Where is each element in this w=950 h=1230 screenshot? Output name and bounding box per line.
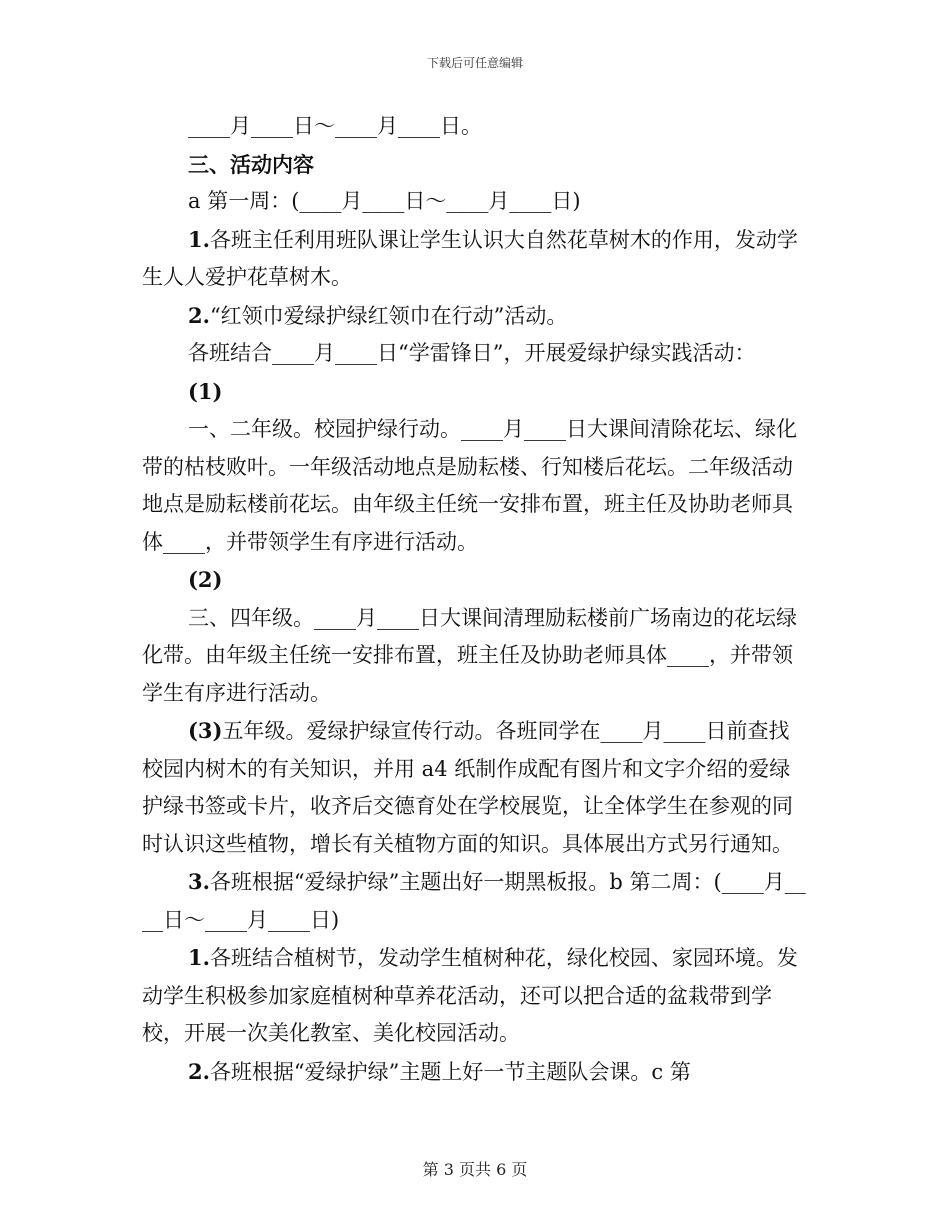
- paragraph-text: “红领巾爱绿护绿红领巾在行动”活动。: [209, 303, 568, 328]
- item-number: 3.: [188, 869, 210, 894]
- paragraph-text: 各班结合植树节，发动学生植树种花，绿化校园、家园环境。发动学生积极参加家庭植树种草养花活动，还可以把合适的盆栽带到学校，开展一次美化教室、美化校园活动。: [142, 946, 798, 1045]
- page-header: 下载后可任意编辑: [426, 56, 523, 70]
- paragraph-week-two-item-1: [142, 939, 810, 1053]
- subitem-3: [142, 712, 810, 863]
- paragraph-combine: 各班结合____月____日“学雷锋日”，开展爱绿护绿实践活动：: [188, 341, 756, 365]
- paragraph-grade-1-2: 一、二年级。校园护绿行动。____月____日大课间清除花坛、绿化带的枯枝败叶。一年级活动地点是励耘楼、行知楼后花坛。二年级活动地点是励耘楼前花坛。由年级主任统一安排布置，班主任及协助老师具体____，并带领学生有序进行活动。: [142, 417, 797, 554]
- item-number: 2.: [188, 302, 210, 328]
- item-number: 2.: [188, 1058, 210, 1084]
- paragraph-item-2: [142, 297, 810, 336]
- paragraph-text: 五年级。爱绿护绿宣传行动。各班同学在____月____日前查找校园内树木的有关知识，并用 a4 纸制作成配有图片和文字介绍的爱绿护绿书签或卡片，收齐后交德育处在学校展览，让全体学生在参观的同时认识这些植物，增长有关植物方面的知识。具体展出方式另行通知。: [142, 719, 793, 856]
- section-heading: 三、活动内容: [188, 151, 314, 177]
- paragraph-item-1: [142, 221, 810, 297]
- item-number: 1.: [188, 226, 210, 252]
- paragraph-text: 各班根据“爱绿护绿”主题出好一期黑板报。b 第二周：(____月____日～____月____日): [142, 870, 806, 932]
- subitem-1: [142, 373, 810, 412]
- paragraph-item-3: [142, 863, 810, 939]
- item-number: (1): [188, 378, 223, 404]
- item-number: 1.: [188, 945, 210, 970]
- paragraph-text: 各班根据“爱绿护绿”主题上好一节主题队会课。c 第: [209, 1059, 691, 1084]
- page-footer: 第 3 页共 6 页: [422, 1160, 528, 1179]
- paragraph-grade-3-4: 三、四年级。____月____日大课间清理励耘楼前广场南边的花坛绿化带。由年级主任统一安排布置，班主任及协助老师具体____，并带领学生有序进行活动。: [142, 605, 797, 705]
- week-one-heading: a 第一周：(____月____日～____月____日): [188, 189, 581, 213]
- date-range-line: ____月____日～____月____日。: [188, 114, 482, 138]
- paragraph-week-two-item-2: [142, 1053, 810, 1092]
- paragraph-text: 各班主任利用班队课让学生认识大自然花草树木的作用，发动学生人人爱护花草树木。: [142, 227, 798, 289]
- subitem-2: [142, 561, 810, 600]
- item-number: (3): [188, 718, 223, 743]
- document-body: [142, 108, 810, 1091]
- item-number: (2): [188, 567, 223, 592]
